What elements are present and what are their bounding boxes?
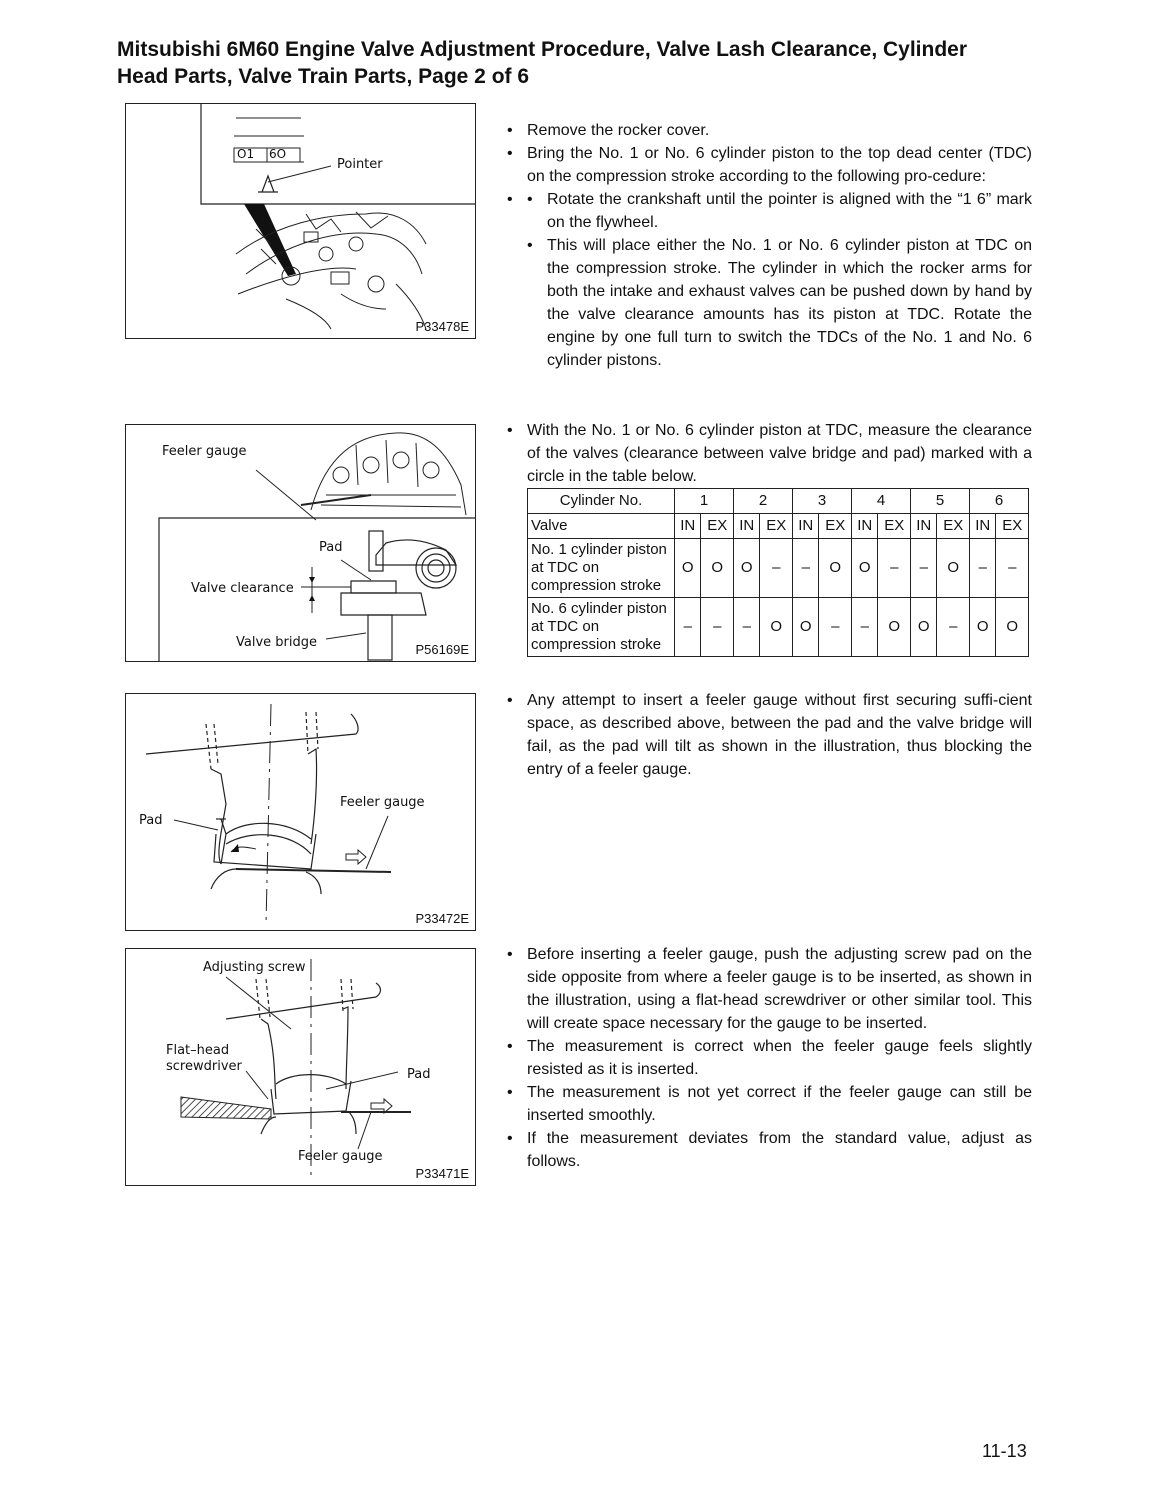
feeler-gauge-label: Feeler gauge xyxy=(340,795,425,810)
table-cell: – xyxy=(701,598,734,657)
bullet-pad-tilt: • Any attempt to insert a feeler gauge without first securing suffi-cient space, as described above, between the pad and the valve bridge will fail, as the pad will tilt as shown in the illustration, thus blocking the entry of a feeler gauge. xyxy=(507,689,1032,781)
pad-label: Pad xyxy=(407,1067,431,1082)
valve-cell: IN xyxy=(911,514,937,539)
table-cell: O xyxy=(819,539,852,598)
pad-tilt-illustration xyxy=(126,694,476,931)
sub-bullet-list xyxy=(507,188,1032,372)
valve-cell: IN xyxy=(675,514,701,539)
table-cell: O xyxy=(970,598,996,657)
bullet-remove-cover: • Remove the rocker cover. xyxy=(507,119,1032,142)
pad-label: Pad xyxy=(139,813,163,828)
bullet-correct: • The measurement is correct when the feeler gauge feels slightly resisted as it is inserted. xyxy=(507,1035,1032,1081)
flywheel-illustration xyxy=(126,104,476,339)
valve-cell: EX xyxy=(819,514,852,539)
figure-screwdriver-push xyxy=(125,948,476,1186)
table-cell: – xyxy=(793,539,819,598)
row-label: No. 6 cylinder piston at TDC on compression stroke xyxy=(528,598,675,657)
table-cell: O xyxy=(675,539,701,598)
cylinder-no-header: Cylinder No. xyxy=(528,489,675,514)
figure-code: P33471E xyxy=(415,1166,469,1181)
table-cell: – xyxy=(970,539,996,598)
feeler-gauge-label: Feeler gauge xyxy=(298,1149,383,1164)
mark-1-label: O1 xyxy=(237,147,255,161)
section-measure xyxy=(507,419,1032,488)
table-cell: O xyxy=(793,598,819,657)
cyl-header: 2 xyxy=(734,489,793,514)
pad-label: Pad xyxy=(319,540,343,555)
valve-cell: IN xyxy=(793,514,819,539)
page-title: Mitsubishi 6M60 Engine Valve Adjustment Procedure, Valve Lash Clearance, Cylinder Head Parts, Valve Train Parts, Page 2 of 6 xyxy=(117,38,968,88)
table-row xyxy=(528,598,1029,657)
valve-cell: EX xyxy=(996,514,1029,539)
table-cell: O xyxy=(878,598,911,657)
row-label: No. 1 cylinder piston at TDC on compression stroke xyxy=(528,539,675,598)
cyl-header: 3 xyxy=(793,489,852,514)
pointer-label: Pointer xyxy=(337,157,383,172)
table-cell: – xyxy=(819,598,852,657)
table-cell: – xyxy=(878,539,911,598)
mark-6-label: 6O xyxy=(269,147,287,161)
bullet-push-pad: • Before inserting a feeler gauge, push the adjusting screw pad on the side opposite from where a feeler gauge is to be inserted, as shown in the illustration, using a flat-head screwdriver or other similar tool. This will create space necessary for the gauge to be inserted. xyxy=(507,943,1032,1035)
valve-row xyxy=(528,514,1029,539)
valve-header: Valve xyxy=(528,514,675,539)
table-cell: O xyxy=(760,598,793,657)
section-pad-tilt xyxy=(507,689,1032,781)
valve-cell: EX xyxy=(760,514,793,539)
flat-head-label: Flat–head xyxy=(166,1043,230,1058)
cyl-header: 1 xyxy=(675,489,734,514)
valve-cell: EX xyxy=(701,514,734,539)
table-header-row xyxy=(528,489,1029,514)
table-cell: – xyxy=(911,539,937,598)
valve-cell: IN xyxy=(734,514,760,539)
table-cell: O xyxy=(937,539,970,598)
section-tdc-procedure xyxy=(507,119,1032,372)
valve-clearance-label: Valve clearance xyxy=(191,581,294,596)
bullet-measure: • With the No. 1 or No. 6 cylinder piston at TDC, measure the clearance of the valves (clearance between valve bridge and pad) marked with a circle in the table below. xyxy=(507,419,1032,488)
table-cell: O xyxy=(911,598,937,657)
figure-code: P56169E xyxy=(415,642,469,657)
valve-cell: IN xyxy=(970,514,996,539)
section-adjust xyxy=(507,943,1032,1173)
table-cell: O xyxy=(701,539,734,598)
table-cell: O xyxy=(734,539,760,598)
valve-cell: EX xyxy=(878,514,911,539)
valve-cell: EX xyxy=(937,514,970,539)
bullet-bring-tdc: • Bring the No. 1 or No. 6 cylinder piston to the top dead center (TDC) on the compression stroke according to the following pro-cedure: xyxy=(507,142,1032,188)
figure-valve-clearance xyxy=(125,424,476,662)
table-cell: – xyxy=(760,539,793,598)
table-cell: – xyxy=(734,598,760,657)
feeler-gauge-label: Feeler gauge xyxy=(162,444,247,459)
bullet-not-correct: • The measurement is not yet correct if the feeler gauge can still be inserted smoothly. xyxy=(507,1081,1032,1127)
figure-flywheel-pointer xyxy=(125,103,476,339)
adjusting-screw-label: Adjusting screw xyxy=(203,960,306,975)
bullet-deviates: • If the measurement deviates from the standard value, adjust as follows. xyxy=(507,1127,1032,1173)
table-cell: – xyxy=(852,598,878,657)
cyl-header: 4 xyxy=(852,489,911,514)
cyl-header: 5 xyxy=(911,489,970,514)
table-cell: O xyxy=(852,539,878,598)
page-number: 11-13 xyxy=(982,1441,1027,1461)
figure-pad-tilt xyxy=(125,693,476,931)
valve-table xyxy=(527,488,1029,657)
figure-code: P33478E xyxy=(415,319,469,334)
sub-bullet-tdc-info: • This will place either the No. 1 or No. 6 cylinder piston at TDC on the compression stroke. The cylinder in which the rocker arms for both the intake and exhaust valves can be pushed down by hand by the valve clearance amounts has its piston at TDC. Rotate the engine by one full turn to switch the TDCs of the No. 1 and No. 6 cylinder pistons. xyxy=(527,234,1032,372)
table-cell: – xyxy=(996,539,1029,598)
table-cell: – xyxy=(937,598,970,657)
valve-clearance-illustration xyxy=(126,425,476,662)
valve-bridge-label: Valve bridge xyxy=(236,635,317,650)
table-cell: O xyxy=(996,598,1029,657)
cyl-header: 6 xyxy=(970,489,1029,514)
sub-bullet-rotate: • • Rotate the crankshaft until the pointer is aligned with the “1 6” mark on the flywheel. xyxy=(527,188,1032,234)
table-row xyxy=(528,539,1029,598)
valve-cell: IN xyxy=(852,514,878,539)
table-cell: – xyxy=(675,598,701,657)
screwdriver-label: screwdriver xyxy=(166,1059,242,1074)
figure-code: P33472E xyxy=(415,911,469,926)
